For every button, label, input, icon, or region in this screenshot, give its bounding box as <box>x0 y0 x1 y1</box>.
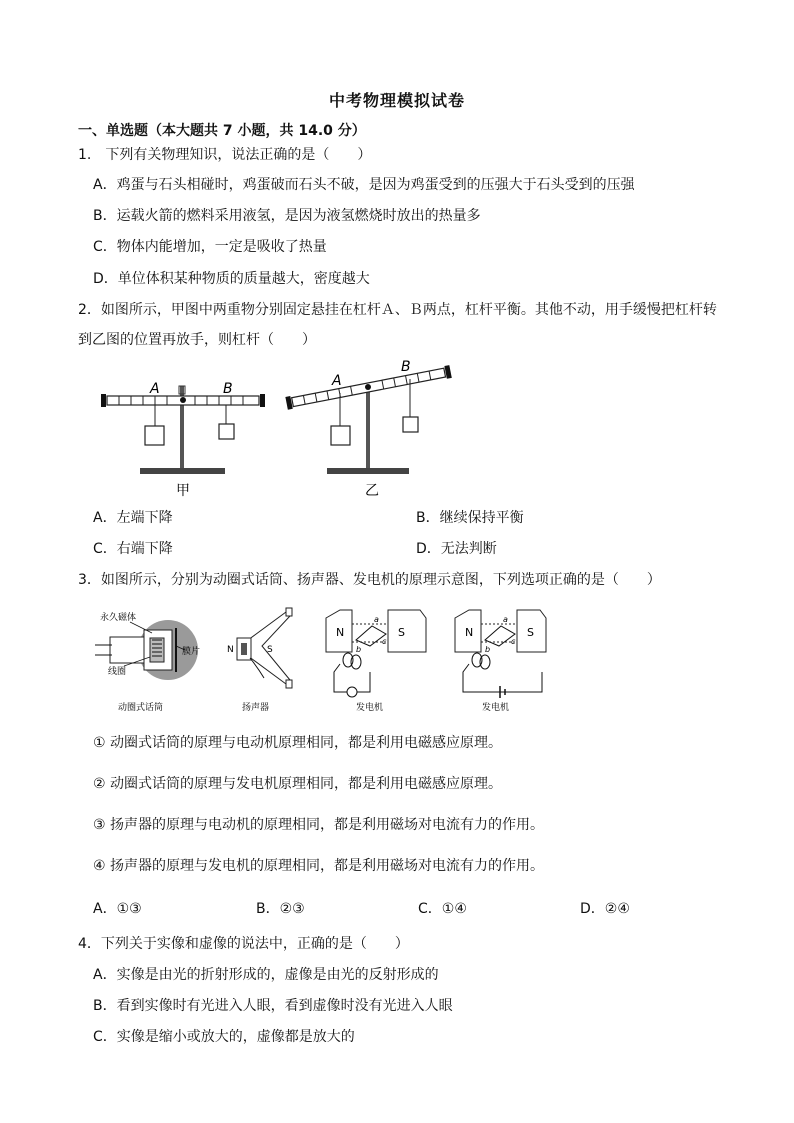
lever-label-a: A <box>150 381 160 397</box>
lever-label-b: B <box>223 381 233 397</box>
question-1-option-d: D．单位体积某种物质的质量越大，密度越大 <box>93 271 370 287</box>
question-2-option-a: A．左端下降 <box>93 510 173 526</box>
diaphragm-label: 膜片 <box>182 647 201 657</box>
lever-caption-yi: 乙 <box>365 483 379 499</box>
question-3-option-a: A．①③ <box>93 901 142 917</box>
generator-2-caption: 发电机 <box>482 703 510 713</box>
question-1-option-c: C．物体内能增加，一定是吸收了热量 <box>93 239 327 255</box>
question-2-stem-line-1: 2．如图所示，甲图中两重物分别固定悬挂在杠杆Ａ、Ｂ两点，杠杆平衡。其他不动，用手缓慢把杠杆转 <box>78 302 717 318</box>
question-1-option-b: B．运载火箭的燃料采用液氢，是因为液氢燃烧时放出的热量多 <box>93 208 481 224</box>
question-2-option-c: C．右端下降 <box>93 541 173 557</box>
question-2-option-b: B．继续保持平衡 <box>416 510 524 526</box>
question-3-option-b: B．②③ <box>256 901 305 917</box>
question-4-option-b: B．看到实像时有光进入人眼，看到虚像时没有光进入人眼 <box>93 998 453 1014</box>
question-1-option-a: A．鸡蛋与石头相碰时，鸡蛋破而石头不破，是因为鸡蛋受到的压强大于石头受到的压强 <box>93 177 635 193</box>
generator-2-n-label: N <box>465 626 474 639</box>
generator-1-caption: 发电机 <box>356 703 384 713</box>
generator-2-a-label: a <box>503 615 508 624</box>
question-3-statement-3: ③ 扬声器的原理与电动机的原理相同，都是利用磁场对电流有力的作用。 <box>93 817 544 833</box>
generator-1-a-label: a <box>374 615 379 624</box>
coil-label: 线圈 <box>108 667 127 677</box>
magnet-label: 永久磁体 <box>100 613 137 623</box>
lever-figure <box>95 358 475 503</box>
question-3-statement-2: ② 动圈式话筒的原理与发电机原理相同，都是利用电磁感应原理。 <box>93 776 502 792</box>
speaker-n-label: N <box>227 645 234 655</box>
generator-diagram-1 <box>326 610 426 713</box>
question-2-option-d: D．无法判断 <box>416 541 497 557</box>
generator-diagram-2 <box>455 610 546 713</box>
question-3-stem: 3．如图所示，分别为动圈式话筒、扬声器、发电机的原理示意图，下列选项正确的是（ ） <box>78 572 661 588</box>
question-3-option-c: C．①④ <box>418 901 467 917</box>
question-2-stem-line-2: 到乙图的位置再放手，则杠杆（ ） <box>78 332 316 348</box>
generator-2-c-label: c <box>511 637 516 646</box>
microphone-diagram <box>95 611 200 713</box>
question-4-option-a: A．实像是由光的折射形成的，虚像是由光的反射形成的 <box>93 967 439 983</box>
lever-label-b-yi: B <box>401 359 411 375</box>
generator-2-s-label: S <box>527 626 534 639</box>
question-1-stem: 1. 下列有关物理知识，说法正确的是（ ） <box>78 147 372 163</box>
question-3-statement-4: ④ 扬声器的原理与发电机的原理相同，都是利用磁场对电流有力的作用。 <box>93 858 544 874</box>
generator-1-c-label: c <box>382 637 387 646</box>
speaker-caption: 扬声器 <box>242 703 270 713</box>
question-3-option-d: D．②④ <box>580 901 630 917</box>
lever-figure-yi <box>285 359 451 499</box>
question-3-statement-1: ① 动圈式话筒的原理与电动机原理相同，都是利用电磁感应原理。 <box>93 735 502 751</box>
generator-1-s-label: S <box>398 626 405 639</box>
page-title: 中考物理模拟试卷 <box>328 91 465 110</box>
electromagnetism-figure <box>90 600 550 718</box>
lever-label-a-yi: A <box>332 373 342 389</box>
speaker-diagram <box>227 608 292 713</box>
lever-caption-jia: 甲 <box>176 483 190 499</box>
question-4-stem: 4．下列关于实像和虚像的说法中，正确的是（ ） <box>78 936 409 952</box>
generator-2-b-label: b <box>485 645 491 654</box>
microphone-caption: 动圈式话筒 <box>118 703 164 713</box>
generator-1-n-label: N <box>336 626 345 639</box>
speaker-s-label: S <box>267 645 273 655</box>
lever-figure-jia <box>101 381 265 499</box>
generator-1-b-label: b <box>356 645 362 654</box>
question-4-option-c: C．实像是缩小或放大的，虚像都是放大的 <box>93 1029 355 1045</box>
section-heading: 一、单选题（本大题共 7 小题，共 14.0 分） <box>78 123 366 139</box>
